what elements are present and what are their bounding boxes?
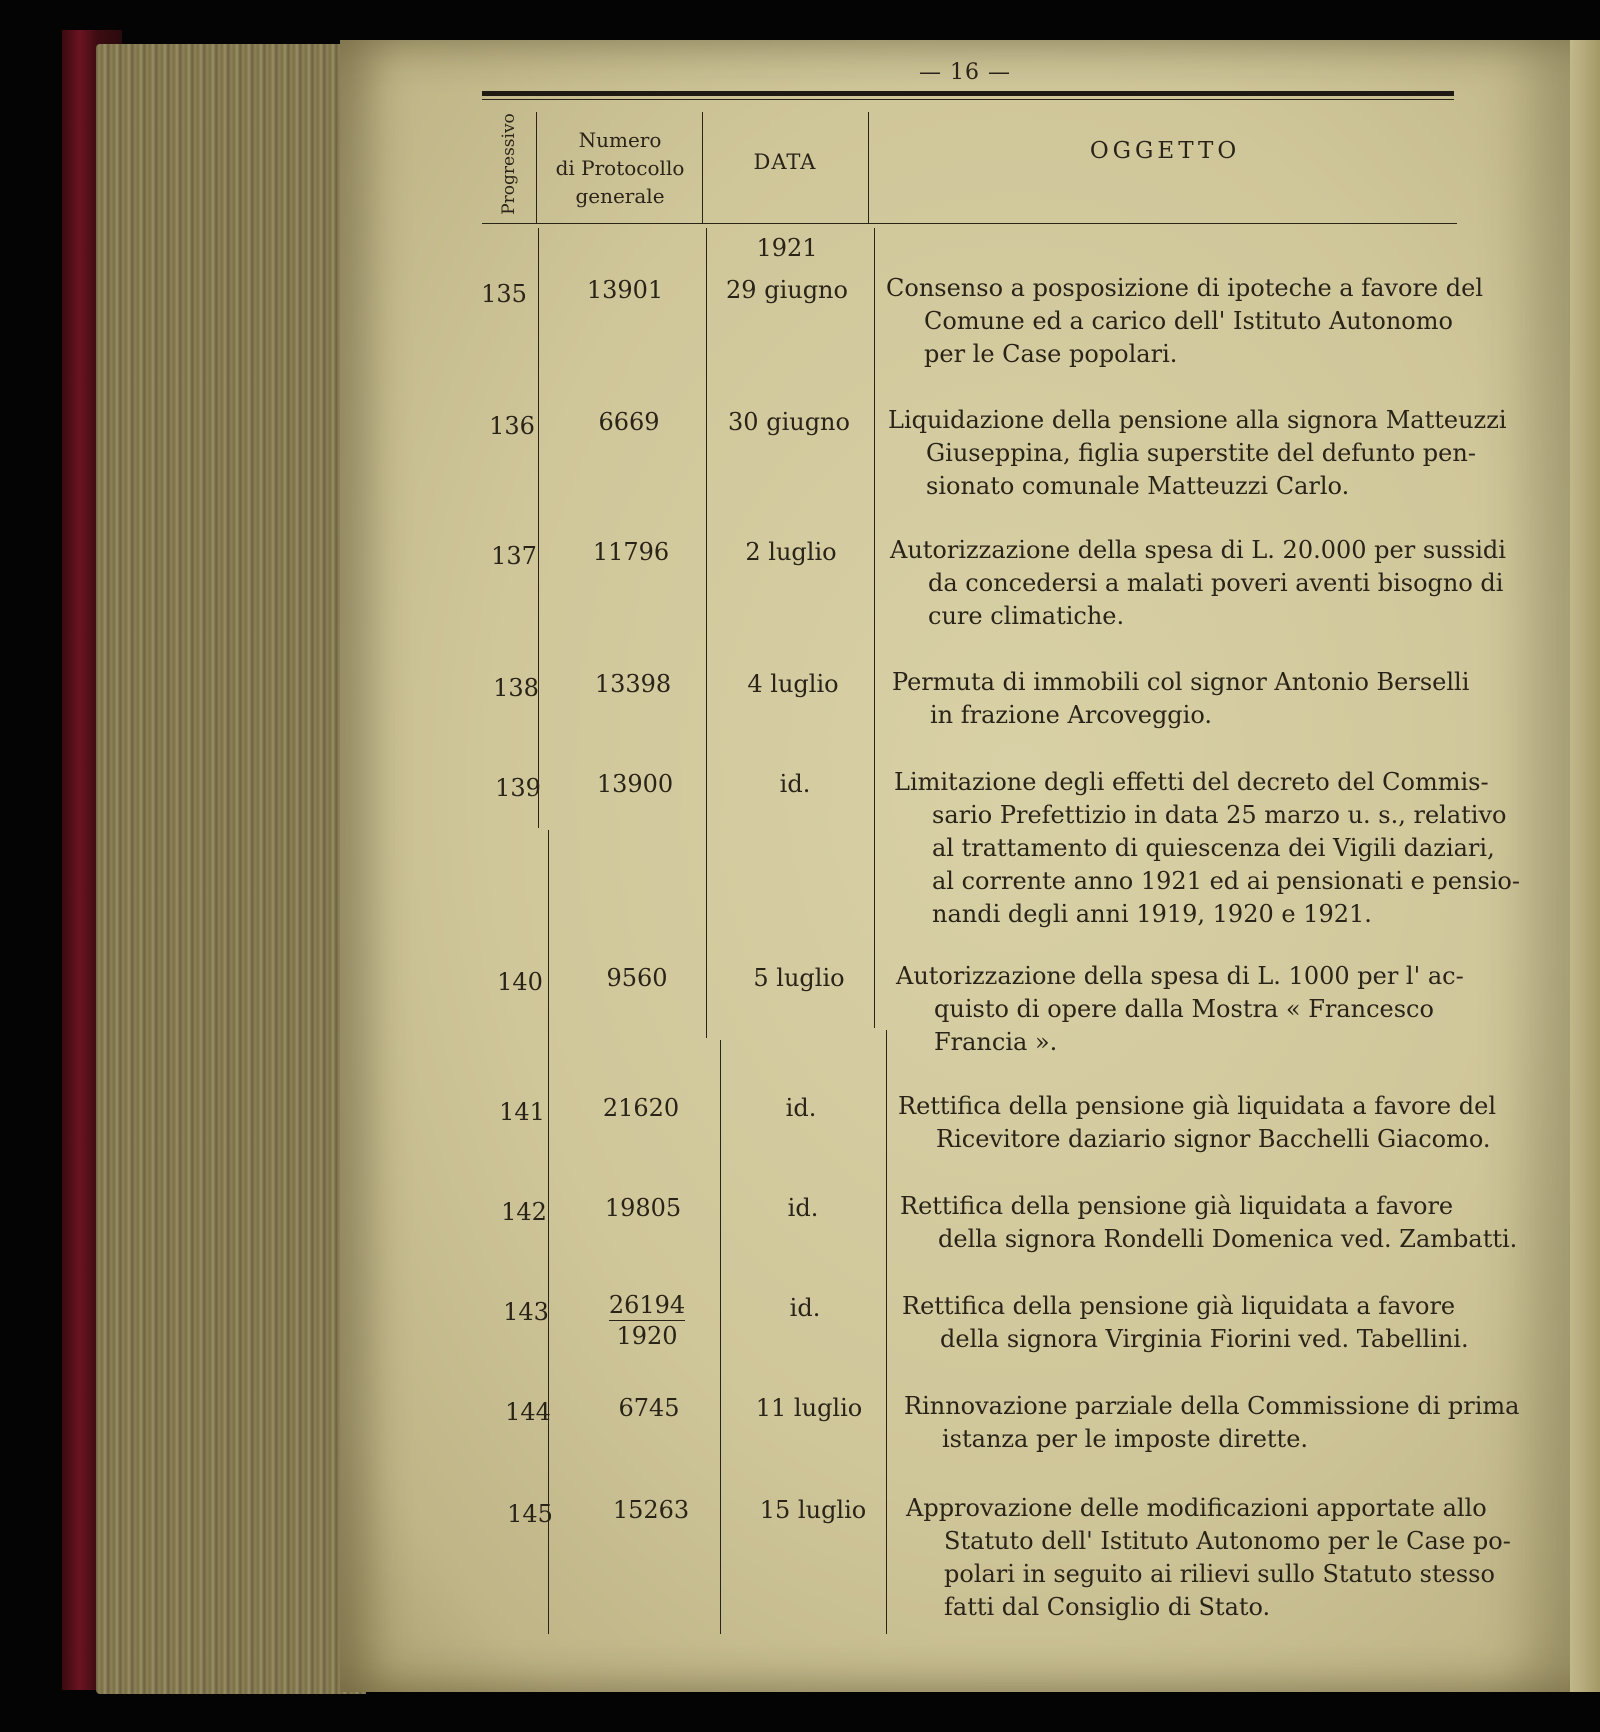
row-numero: 13398	[594, 670, 672, 698]
oggetto-line: Liquidazione della pensione alla signora Matteuzzi	[888, 406, 1507, 434]
row-numero	[582, 1290, 712, 1351]
oggetto-line: polari in seguito ai rilievi sullo Statuto stesso	[944, 1560, 1495, 1588]
row-numero-sub: 1920	[616, 1322, 678, 1350]
oggetto-line: Limitazione degli effetti del decreto del Commis-	[894, 768, 1489, 796]
oggetto-line: Autorizzazione della spesa di L. 1000 per l' ac-	[896, 962, 1464, 990]
oggetto-line: sionato comunale Matteuzzi Carlo.	[926, 472, 1350, 500]
header-oggetto: OGGETTO	[1089, 138, 1241, 164]
oggetto-line: Permuta di immobili col signor Antonio Berselli	[892, 668, 1470, 696]
row-data: id.	[789, 1294, 821, 1322]
body-divider-1a	[538, 228, 539, 828]
header-progressivo: Progressivo	[499, 113, 519, 215]
row-data: id.	[787, 1194, 819, 1222]
oggetto-line: cure climatiche.	[928, 602, 1125, 630]
row-progressivo: 139	[495, 774, 541, 802]
row-progressivo: 145	[507, 1500, 553, 1528]
oggetto-line: nandi degli anni 1919, 1920 e 1921.	[932, 900, 1372, 928]
oggetto-line: al trattamento di quiescenza dei Vigili daziari,	[932, 834, 1495, 862]
row-numero: 19805	[604, 1194, 682, 1222]
oggetto-line: Comune ed a carico dell' Istituto Autonomo	[924, 307, 1453, 335]
oggetto-line: Rinnovazione parziale della Commissione di prima	[904, 1392, 1520, 1420]
oggetto-line: della signora Rondelli Domenica ved. Zambatti.	[938, 1225, 1518, 1253]
row-data: 2 luglio	[745, 538, 837, 566]
header-top-rule-thin	[482, 99, 1454, 100]
year-label: 1921	[756, 234, 818, 262]
oggetto-line: Statuto dell' Istituto Autonomo per le Case po-	[944, 1527, 1511, 1555]
row-progressivo: 140	[497, 968, 543, 996]
oggetto-line: istanza per le imposte dirette.	[942, 1425, 1309, 1453]
header-bottom-rule	[482, 223, 1457, 224]
row-oggetto	[904, 1390, 1520, 1456]
row-numero: 6669	[598, 408, 660, 436]
oggetto-line: quisto di opere dalla Mostra « Francesco	[934, 995, 1434, 1023]
row-oggetto	[898, 1090, 1498, 1156]
row-progressivo: 138	[493, 674, 539, 702]
row-data: 29 giugno	[726, 276, 848, 304]
row-progressivo: 135	[481, 280, 527, 308]
oggetto-line: sario Prefettizio in data 25 marzo u. s., relativo	[932, 801, 1507, 829]
row-numero: 11796	[592, 538, 670, 566]
oggetto-line: Francia ».	[934, 1028, 1058, 1056]
body-divider-2a	[706, 228, 707, 1038]
row-oggetto	[902, 1290, 1502, 1356]
oggetto-line: da concedersi a malati poveri aventi bisogno di	[928, 569, 1504, 597]
oggetto-line: Consenso a posposizione di ipoteche a favore del	[886, 274, 1483, 302]
row-numero: 13900	[596, 770, 674, 798]
row-numero: 6745	[618, 1394, 680, 1422]
oggetto-line: Autorizzazione della spesa di L. 20.000 per sussidi	[890, 536, 1506, 564]
oggetto-line: Rettifica della pensione già liquidata a favore del	[898, 1092, 1496, 1120]
body-divider-3a	[874, 228, 875, 1028]
row-oggetto	[906, 1492, 1511, 1624]
row-progressivo: 144	[505, 1398, 551, 1426]
row-progressivo: 143	[503, 1298, 549, 1326]
oggetto-line: per le Case popolari.	[924, 340, 1178, 368]
header-divider-3	[868, 112, 869, 224]
body-divider-3b	[886, 1030, 887, 1634]
row-progressivo: 142	[501, 1198, 547, 1226]
row-oggetto	[896, 960, 1496, 1059]
row-numero-main: 26194	[608, 1291, 686, 1319]
row-data: 4 luglio	[747, 670, 839, 698]
oggetto-line: Approvazione delle modificazioni apportate allo	[906, 1494, 1487, 1522]
row-data: 5 luglio	[753, 964, 845, 992]
row-progressivo: 137	[491, 542, 537, 570]
row-oggetto	[894, 766, 1520, 931]
row-progressivo: 141	[499, 1098, 545, 1126]
page-stack	[96, 44, 366, 1694]
row-oggetto	[888, 404, 1507, 503]
row-progressivo: 136	[489, 412, 535, 440]
row-data: 11 luglio	[755, 1394, 863, 1422]
oggetto-line: Rettifica della pensione già liquidata a favore	[902, 1292, 1456, 1320]
row-numero: 21620	[602, 1094, 680, 1122]
header-numero: Numero di Protocollo generale	[555, 128, 685, 208]
header-divider-1	[536, 112, 537, 224]
header-data: DATA	[753, 150, 817, 174]
oggetto-line: in frazione Arcoveggio.	[930, 701, 1212, 729]
header-divider-2	[702, 112, 703, 224]
page-number: — 16 —	[919, 60, 1011, 85]
header-top-rule	[482, 91, 1454, 96]
oggetto-line: al corrente anno 1921 ed ai pensionati e pensio-	[932, 867, 1520, 895]
row-numero: 13901	[586, 276, 664, 304]
oggetto-line: fatti dal Consiglio di Stato.	[944, 1593, 1271, 1621]
oggetto-line: Ricevitore daziario signor Bacchelli Giacomo.	[936, 1125, 1491, 1153]
oggetto-line: Rettifica della pensione già liquidata a favore	[900, 1192, 1454, 1220]
row-data: 30 giugno	[728, 408, 850, 436]
row-data: id.	[785, 1094, 817, 1122]
row-data: 15 luglio	[759, 1496, 867, 1524]
oggetto-line: della signora Virginia Fiorini ved. Tabellini.	[940, 1325, 1469, 1353]
row-oggetto	[886, 272, 1486, 371]
row-data: id.	[779, 770, 811, 798]
body-divider-2b	[720, 1040, 721, 1634]
row-numero: 9560	[606, 964, 668, 992]
row-numero: 15263	[612, 1496, 690, 1524]
row-oggetto	[890, 534, 1506, 633]
row-oggetto	[900, 1190, 1518, 1256]
row-oggetto	[892, 666, 1492, 732]
oggetto-line: Giuseppina, figlia superstite del defunto pen-	[926, 439, 1476, 467]
